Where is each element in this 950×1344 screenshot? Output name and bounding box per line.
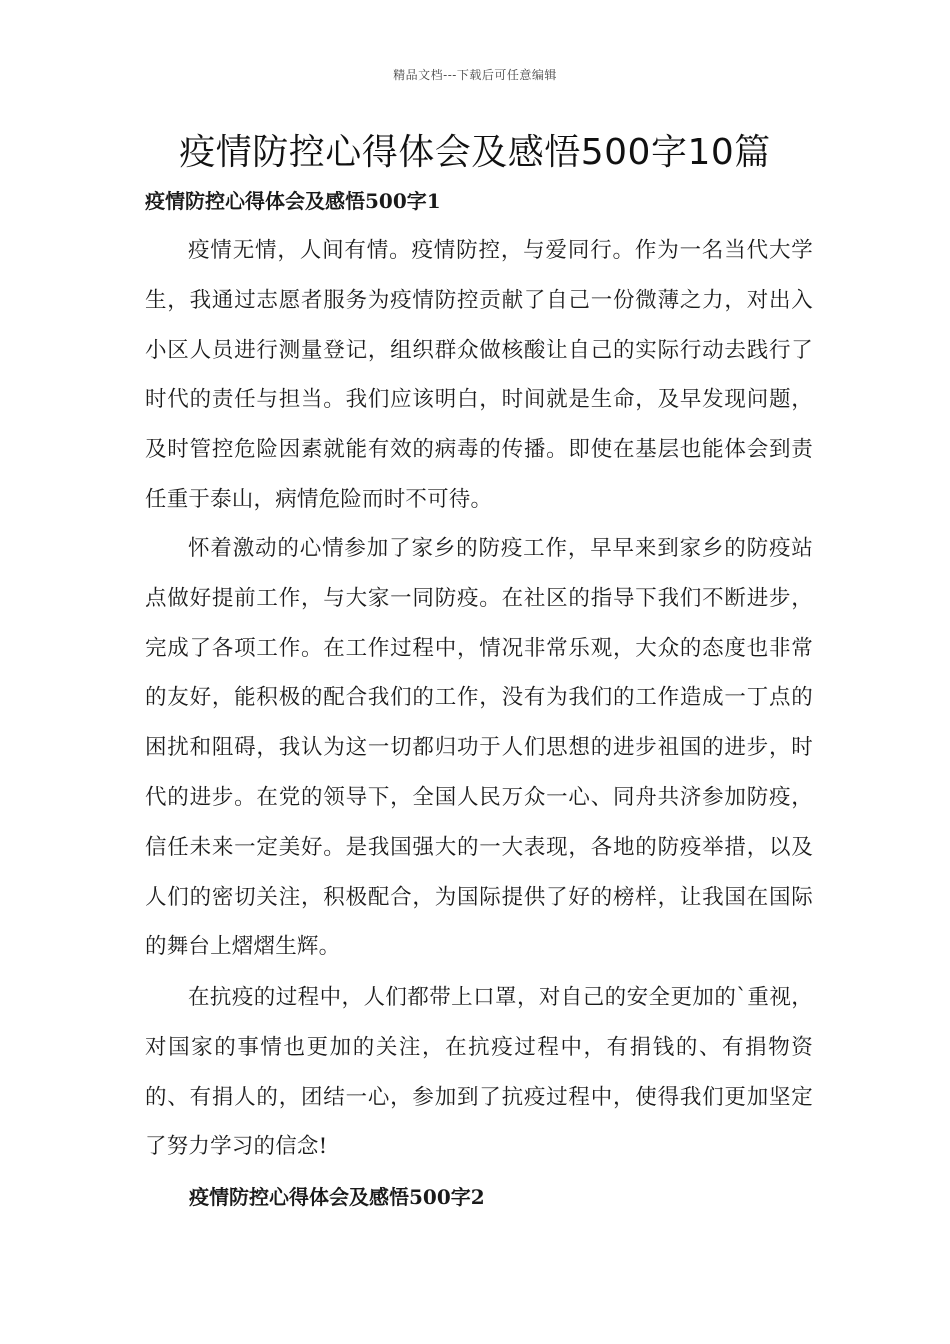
paragraph-3: 在抗疫的过程中，人们都带上口罩，对自己的安全更加的`重视，对国家的事情也更加的关注，在抗疫过程中，有捐钱的、有捐物资的、有捐人的，团结一心，参加到了抗疫过程中，使得我们更加坚定了努力学习的信念! <box>145 985 813 1160</box>
paragraph-2: 怀着激动的心情参加了家乡的防疫工作，早早来到家乡的防疫站点做好提前工作，与大家一同防疫。在社区的指导下我们不断进步，完成了各项工作。在工作过程中，情况非常乐观，大众的态度也非常的友好，能积极的配合我们的工作，没有为我们的工作造成一丁点的困扰和阻碍，我认为这一切都归功于人们思想的进步祖国的进步，时代的进步。在党的领导下，全国人民万众一心、同舟共济参加防疫，信任未来一定美好。是我国强大的一大表现，各地的防疫举措，以及人们的密切关注，积极配合，为国际提供了好的榜样，让我国在国际的舞台上熠熠生辉。 <box>145 536 813 960</box>
section-heading-2: 疫情防控心得体会及感悟500字2 <box>189 1185 485 1209</box>
paragraph-1: 疫情无情，人间有情。疫情防控，与爱同行。作为一名当代大学生，我通过志愿者服务为疫情防控贡献了自己一份微薄之力，对出入小区人员进行测量登记，组织群众做核酸让自己的实际行动去践行了时代的责任与担当。我们应该明白，时间就是生命，及早发现问题，及时管控危险因素就能有效的病毒的传播。即使在基层也能体会到责任重于泰山，病情危险而时不可待。 <box>145 238 813 512</box>
header-note: 精品文档---下载后可任意编辑 <box>393 68 557 82</box>
document-title: 疫情防控心得体会及感悟500字10篇 <box>179 132 771 173</box>
section-heading-1: 疫情防控心得体会及感悟500字1 <box>145 189 441 213</box>
